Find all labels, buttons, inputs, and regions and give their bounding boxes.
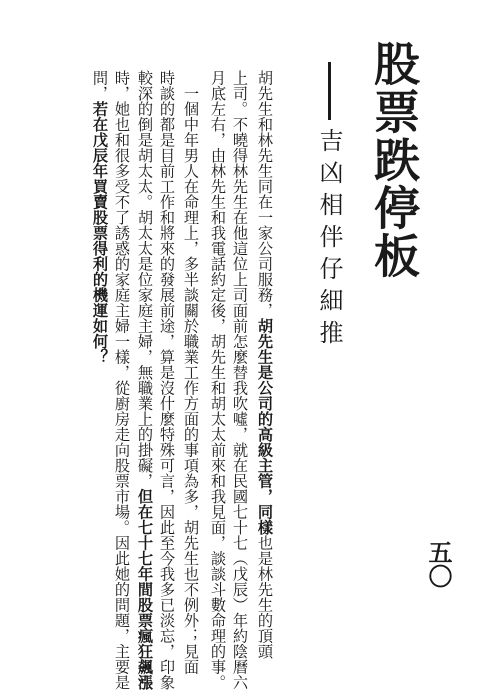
text-run: 月底左右，由林先生和我電話約定後，胡先生和胡太太前來和我見面，談談斗數命理的事。 <box>209 70 227 690</box>
bold-text-run: 但在七十七年間股票瘋狂飆漲 <box>136 489 154 690</box>
text-run: 較深的倒是胡太太。胡太太是位家庭主婦，無職業上的掛礙， <box>136 70 154 489</box>
text-column <box>209 70 227 690</box>
text-column <box>113 70 131 690</box>
text-run: 也是林先生的頂頭 <box>256 535 274 659</box>
text-column <box>136 70 154 690</box>
text-run: 上司。不曉得林先生在他這位上司面前怎麼替我吹噓，就在民國七十七（戊辰）年約陰曆六 <box>231 70 249 690</box>
bold-text-run: 若在戊辰年買賣股票得利的機運如何？ <box>91 101 109 365</box>
text-run: 問， <box>91 70 109 101</box>
text-column <box>158 70 176 690</box>
text-column <box>231 70 249 690</box>
text-column <box>91 70 109 365</box>
chapter-title: 股票跌停板 <box>368 40 420 280</box>
text-column <box>256 70 274 659</box>
text-run: 時，她也和很多受不了誘惑的家庭主婦一樣，從廚房走向股票市場。因此她的問題，主要是 <box>113 70 131 690</box>
text-column <box>182 70 200 675</box>
chapter-subtitle <box>314 62 344 352</box>
text-run: 時談的都是目前工作和將來的發展前途，算是沒什麼特殊可言，因此至今我多已淡忘，印象 <box>158 70 176 690</box>
page-number: 五〇 <box>421 540 456 588</box>
chapter-subtitle-text: 吉凶相伴仔細推 <box>315 128 343 352</box>
bold-text-run: 胡先生是公司的高級主管，同樣 <box>256 318 274 535</box>
em-dash <box>328 62 331 120</box>
text-run: 胡先生和林先生同在一家公司服務， <box>256 70 274 318</box>
text-run: 一個中年男人在命理上，多半談關於職業工作方面的事項為多，胡先生也不例外；見面 <box>182 70 200 675</box>
